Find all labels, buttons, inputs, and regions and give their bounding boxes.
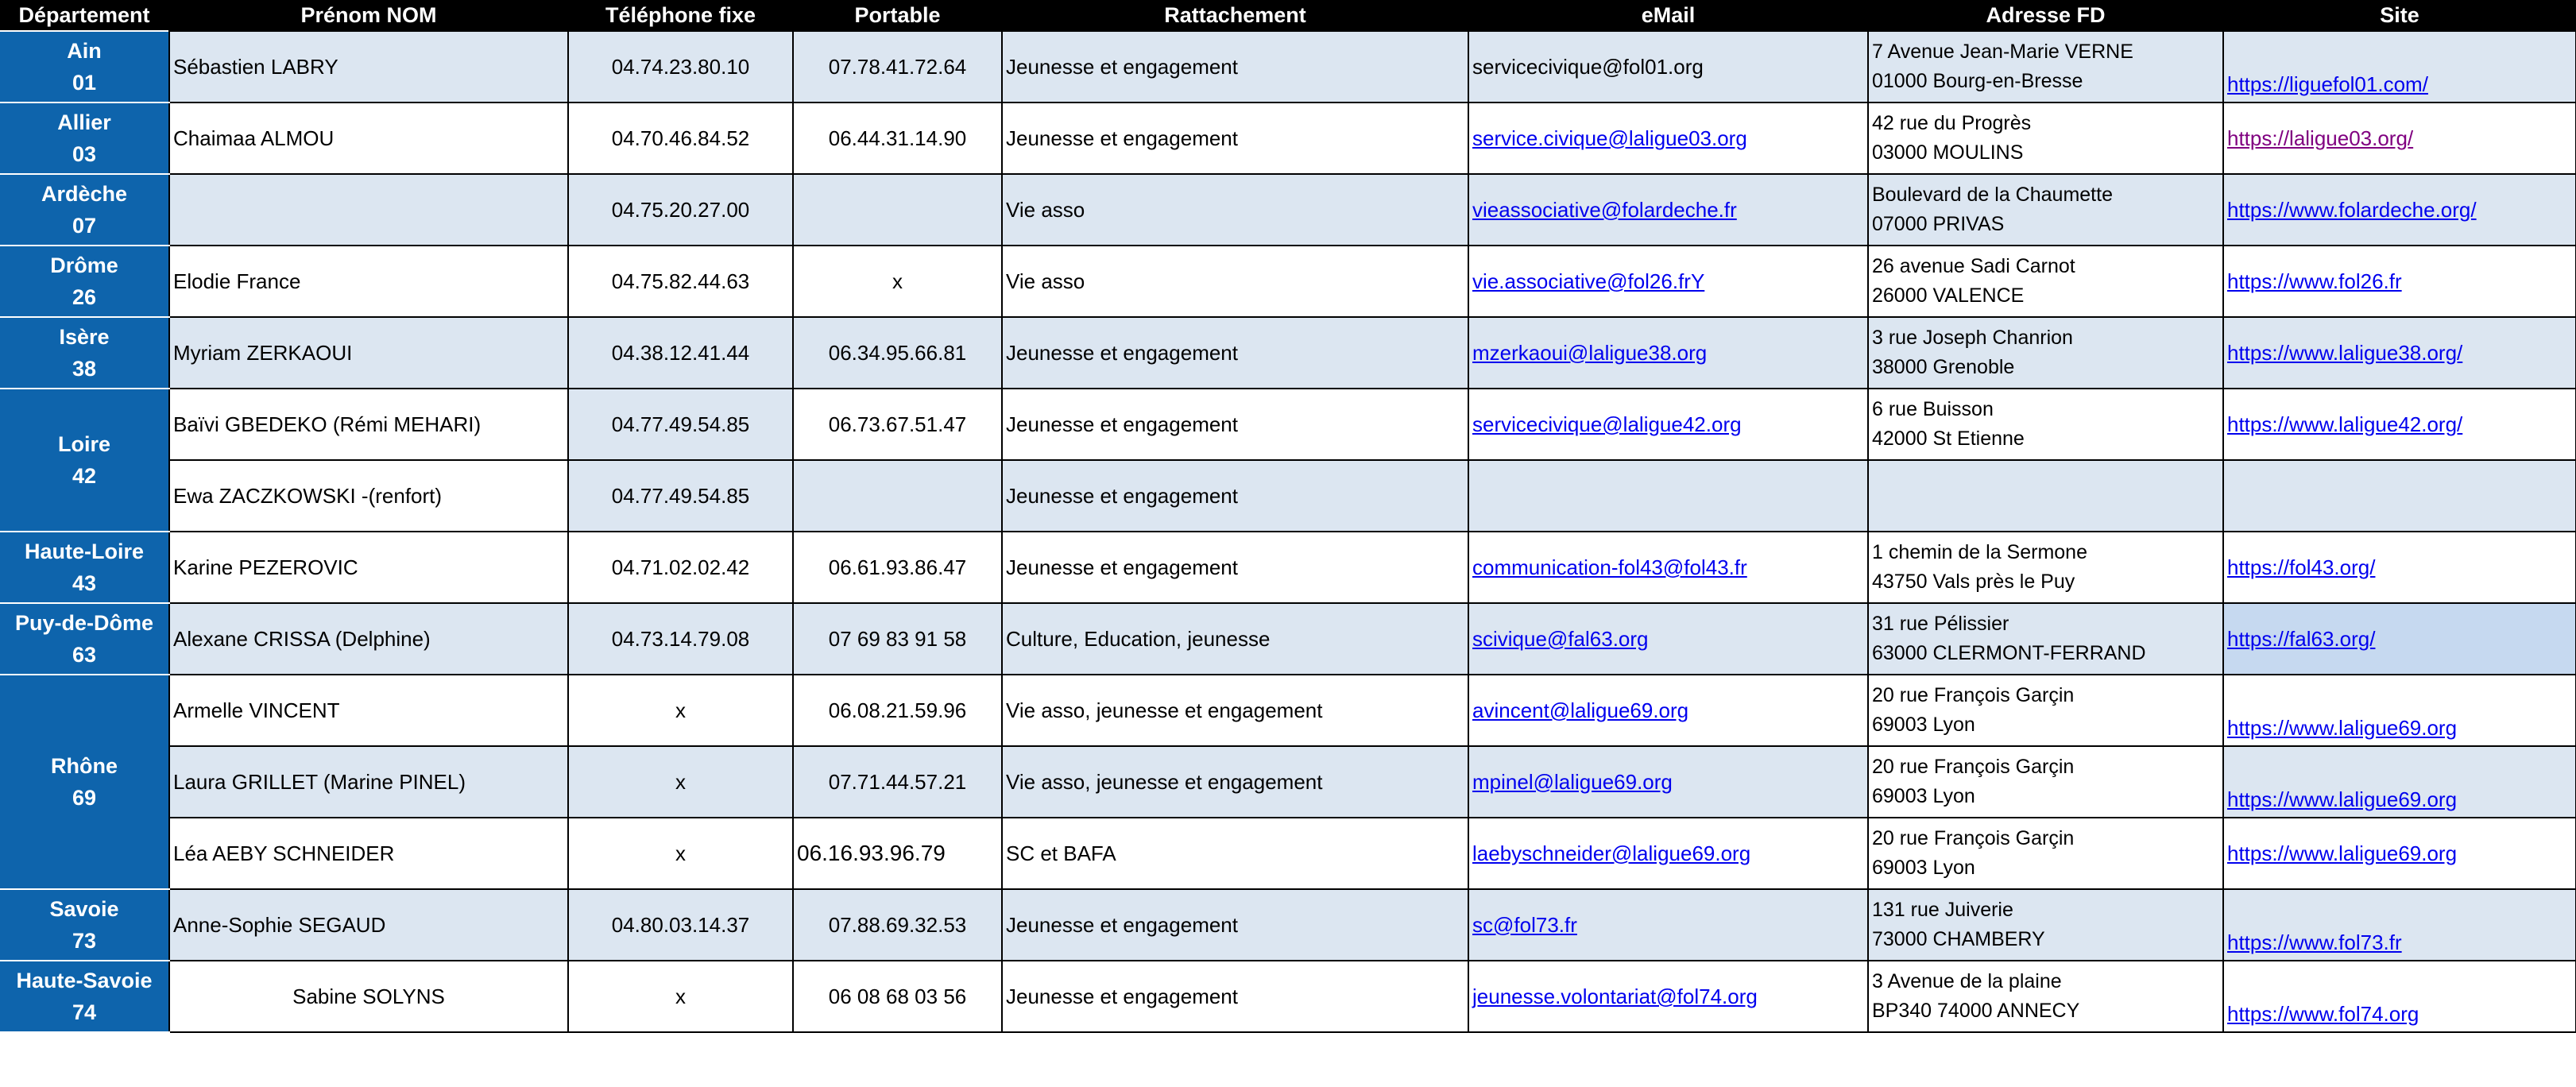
address-cell <box>1868 103 2223 174</box>
dept-code: 69 <box>72 786 97 810</box>
fixe-cell: 04.75.82.44.63 <box>568 246 793 317</box>
fixe-cell: 04.71.02.02.42 <box>568 532 793 603</box>
site-link[interactable]: https://www.laligue42.org/ <box>2227 412 2463 436</box>
email-cell <box>1468 246 1868 317</box>
email-cell <box>1468 675 1868 746</box>
site-cell <box>2223 317 2576 389</box>
table-row <box>0 746 2576 818</box>
site-link[interactable]: https://www.laligue69.org <box>2227 716 2458 740</box>
address-cell <box>1868 675 2223 746</box>
portable-cell: 07.88.69.32.53 <box>793 889 1002 961</box>
fixe-cell: x <box>568 746 793 818</box>
site-link[interactable]: https://www.fol26.fr <box>2227 269 2402 293</box>
email-link[interactable]: vie.associative@fol26.frY <box>1472 269 1705 293</box>
name-cell: Sabine SOLYNS <box>169 961 568 1032</box>
dept-name: Allier <box>57 110 111 134</box>
rattachement-cell: Jeunesse et engagement <box>1002 889 1468 961</box>
table-row <box>0 460 2576 532</box>
table-row <box>0 103 2576 174</box>
rattachement-cell: Vie asso <box>1002 174 1468 246</box>
dept-name: Drôme <box>50 253 118 277</box>
email-cell: servicecivique@fol01.org <box>1468 31 1868 103</box>
email-link[interactable]: mpinel@laligue69.org <box>1472 769 1673 794</box>
address-line: 3 rue Joseph Chanrion <box>1872 327 2073 349</box>
rattachement-cell: Vie asso, jeunesse et engagement <box>1002 675 1468 746</box>
table-row <box>0 174 2576 246</box>
dept-name: Haute-Loire <box>24 540 145 563</box>
site-link[interactable]: https://www.fol73.fr <box>2227 930 2402 954</box>
dept-cell-drome <box>0 246 169 317</box>
address-cell <box>1868 174 2223 246</box>
email-cell <box>1468 532 1868 603</box>
table-row <box>0 389 2576 460</box>
email-cell <box>1468 460 1868 532</box>
dept-name: Ardèche <box>41 182 128 206</box>
address-line: 26000 VALENCE <box>1872 284 2025 307</box>
address-line: BP340 74000 ANNECY <box>1872 1000 2080 1022</box>
table-row <box>0 603 2576 675</box>
address-line: 01000 Bourg-en-Bresse <box>1872 70 2083 92</box>
address-line: 20 rue François Garçin <box>1872 827 2075 849</box>
email-cell <box>1468 889 1868 961</box>
name-cell: Chaimaa ALMOU <box>169 103 568 174</box>
dept-cell-ardeche <box>0 174 169 246</box>
fixe-cell: x <box>568 818 793 889</box>
dept-code: 26 <box>72 285 97 309</box>
table-row <box>0 246 2576 317</box>
site-cell <box>2223 532 2576 603</box>
dept-code: 03 <box>72 142 97 166</box>
dept-code: 38 <box>72 357 97 381</box>
address-line: 26 avenue Sadi Carnot <box>1872 255 2075 277</box>
email-cell <box>1468 317 1868 389</box>
name-cell: Myriam ZERKAOUI <box>169 317 568 389</box>
fixe-cell: x <box>568 961 793 1032</box>
email-cell <box>1468 961 1868 1032</box>
dept-code: 42 <box>72 464 97 488</box>
site-link[interactable]: https://www.fol74.org <box>2227 1002 2419 1026</box>
name-cell: Elodie France <box>169 246 568 317</box>
name-cell: Sébastien LABRY <box>169 31 568 103</box>
address-line: 03000 MOULINS <box>1872 141 2024 164</box>
address-cell <box>1868 31 2223 103</box>
fixe-cell: 04.80.03.14.37 <box>568 889 793 961</box>
dept-cell-ain <box>0 31 169 103</box>
email-link[interactable]: service.civique@laligue03.org <box>1472 126 1747 150</box>
address-line: 07000 PRIVAS <box>1872 213 2005 235</box>
email-link[interactable]: sc@fol73.fr <box>1472 912 1577 937</box>
name-cell: Laura GRILLET (Marine PINEL) <box>169 746 568 818</box>
rattachement-cell: Jeunesse et engagement <box>1002 31 1468 103</box>
table-row <box>0 317 2576 389</box>
dept-name: Haute-Savoie <box>16 969 153 992</box>
site-cell <box>2223 389 2576 460</box>
header-telephone-fixe: Téléphone fixe <box>568 0 793 31</box>
rattachement-cell: Jeunesse et engagement <box>1002 460 1468 532</box>
email-cell <box>1468 603 1868 675</box>
portable-cell <box>793 174 1002 246</box>
address-line: 69003 Lyon <box>1872 714 1975 736</box>
portable-cell: 06.16.93.96.79 <box>793 818 1002 889</box>
fixe-cell: x <box>568 675 793 746</box>
address-line: 131 rue Juiverie <box>1872 899 2013 921</box>
site-link[interactable]: https://fal63.org/ <box>2227 626 2376 651</box>
dept-name: Rhône <box>51 754 118 778</box>
fixe-cell: 04.38.12.41.44 <box>568 317 793 389</box>
email-link[interactable]: jeunesse.volontariat@fol74.org <box>1472 984 1758 1008</box>
address-cell <box>1868 460 2223 532</box>
portable-cell: 07 69 83 91 58 <box>793 603 1002 675</box>
fixe-cell: 04.74.23.80.10 <box>568 31 793 103</box>
site-link[interactable]: https://www.laligue38.org/ <box>2227 340 2463 365</box>
table-row <box>0 889 2576 961</box>
email-link[interactable]: laebyschneider@laligue69.org <box>1472 841 1751 865</box>
name-cell: Ewa ZACZKOWSKI -(renfort) <box>169 460 568 532</box>
fixe-cell: 04.73.14.79.08 <box>568 603 793 675</box>
address-cell <box>1868 818 2223 889</box>
site-link[interactable]: https://fol43.org/ <box>2227 555 2376 579</box>
rattachement-cell: Jeunesse et engagement <box>1002 389 1468 460</box>
dept-cell-isere <box>0 317 169 389</box>
portable-cell: 06.34.95.66.81 <box>793 317 1002 389</box>
name-cell: Anne-Sophie SEGAUD <box>169 889 568 961</box>
table-row <box>0 532 2576 603</box>
address-line: 1 chemin de la Sermone <box>1872 541 2087 563</box>
email-cell <box>1468 174 1868 246</box>
email-link[interactable]: servicecivique@laligue42.org <box>1472 412 1742 436</box>
dept-cell-puy-de-dome <box>0 603 169 675</box>
site-link[interactable]: https://laligue03.org/ <box>2227 126 2414 150</box>
portable-cell: 06.08.21.59.96 <box>793 675 1002 746</box>
fixe-cell: 04.75.20.27.00 <box>568 174 793 246</box>
dept-code: 73 <box>72 929 97 953</box>
portable-cell: x <box>793 246 1002 317</box>
site-cell <box>2223 460 2576 532</box>
rattachement-cell: Jeunesse et engagement <box>1002 532 1468 603</box>
dept-code: 07 <box>72 214 97 238</box>
name-cell: Karine PEZEROVIC <box>169 532 568 603</box>
dept-name: Isère <box>59 325 110 349</box>
site-cell <box>2223 746 2576 818</box>
email-cell <box>1468 103 1868 174</box>
header-adresse-fd: Adresse FD <box>1868 0 2223 31</box>
dept-cell-rhone <box>0 675 169 889</box>
table-row <box>0 818 2576 889</box>
site-cell <box>2223 961 2576 1032</box>
header-departement: Département <box>0 0 169 31</box>
address-cell <box>1868 603 2223 675</box>
table-row <box>0 961 2576 1032</box>
address-line: 6 rue Buisson <box>1872 398 1994 420</box>
address-line: 43750 Vals près le Puy <box>1872 571 2075 593</box>
address-cell <box>1868 746 2223 818</box>
header-rattachement: Rattachement <box>1002 0 1468 31</box>
site-cell <box>2223 31 2576 103</box>
address-line: 20 rue François Garçin <box>1872 684 2075 706</box>
email-link[interactable]: scivique@fal63.org <box>1472 626 1649 651</box>
header-site: Site <box>2223 0 2576 31</box>
portable-cell: 06.73.67.51.47 <box>793 389 1002 460</box>
name-cell: Baïvi GBEDEKO (Rémi MEHARI) <box>169 389 568 460</box>
name-cell: Alexane CRISSA (Delphine) <box>169 603 568 675</box>
dept-name: Savoie <box>49 897 119 921</box>
portable-cell: 06 08 68 03 56 <box>793 961 1002 1032</box>
address-line: 20 rue François Garçin <box>1872 756 2075 778</box>
address-cell <box>1868 246 2223 317</box>
dept-code: 01 <box>72 71 97 95</box>
dept-name: Loire <box>57 432 110 456</box>
dept-code: 43 <box>72 571 97 595</box>
rattachement-cell: Jeunesse et engagement <box>1002 103 1468 174</box>
header-portable: Portable <box>793 0 1002 31</box>
dept-cell-savoie <box>0 889 169 961</box>
address-cell <box>1868 532 2223 603</box>
address-line: 73000 CHAMBERY <box>1872 928 2045 950</box>
dept-name: Ain <box>67 39 102 63</box>
address-line: 42000 St Etienne <box>1872 427 2025 450</box>
site-cell <box>2223 603 2576 675</box>
fixe-cell: 04.77.49.54.85 <box>568 389 793 460</box>
dept-code: 63 <box>72 643 97 667</box>
site-cell <box>2223 246 2576 317</box>
address-cell <box>1868 317 2223 389</box>
table-row <box>0 675 2576 746</box>
table-row <box>0 31 2576 103</box>
email-cell <box>1468 746 1868 818</box>
rattachement-cell: Vie asso, jeunesse et engagement <box>1002 746 1468 818</box>
portable-cell: 06.61.93.86.47 <box>793 532 1002 603</box>
site-link[interactable]: https://www.laligue69.org <box>2227 841 2458 865</box>
rattachement-cell: Jeunesse et engagement <box>1002 317 1468 389</box>
name-cell: Armelle VINCENT <box>169 675 568 746</box>
email-cell <box>1468 818 1868 889</box>
rattachement-cell: SC et BAFA <box>1002 818 1468 889</box>
site-cell <box>2223 174 2576 246</box>
site-cell <box>2223 818 2576 889</box>
email-link[interactable]: vieassociative@folardeche.fr <box>1472 197 1737 222</box>
address-line: Boulevard de la Chaumette <box>1872 184 2113 206</box>
email-link[interactable]: communication-fol43@fol43.fr <box>1472 555 1747 579</box>
address-cell <box>1868 389 2223 460</box>
dept-cell-haute-savoie <box>0 961 169 1032</box>
address-line: 38000 Grenoble <box>1872 356 2015 378</box>
name-cell <box>169 174 568 246</box>
email-cell <box>1468 389 1868 460</box>
email-link[interactable]: mzerkaoui@laligue38.org <box>1472 340 1708 365</box>
address-line: 3 Avenue de la plaine <box>1872 970 2062 992</box>
dept-cell-allier <box>0 103 169 174</box>
portable-cell: 07.71.44.57.21 <box>793 746 1002 818</box>
site-cell <box>2223 103 2576 174</box>
address-line: 31 rue Pélissier <box>1872 613 2009 635</box>
fixe-cell: 04.70.46.84.52 <box>568 103 793 174</box>
header-email: eMail <box>1468 0 1868 31</box>
site-cell <box>2223 889 2576 961</box>
name-cell: Léa AEBY SCHNEIDER <box>169 818 568 889</box>
rattachement-cell: Culture, Education, jeunesse <box>1002 603 1468 675</box>
header-prenom-nom: Prénom NOM <box>169 0 568 31</box>
dept-name: Puy-de-Dôme <box>14 611 154 635</box>
portable-cell <box>793 460 1002 532</box>
fixe-cell: 04.77.49.54.85 <box>568 460 793 532</box>
address-cell <box>1868 889 2223 961</box>
address-line: 63000 CLERMONT-FERRAND <box>1872 642 2146 664</box>
address-line: 69003 Lyon <box>1872 857 1975 879</box>
rattachement-cell: Vie asso <box>1002 246 1468 317</box>
email-link[interactable]: avincent@laligue69.org <box>1472 698 1689 722</box>
address-line: 7 Avenue Jean-Marie VERNE <box>1872 41 2133 63</box>
address-line: 69003 Lyon <box>1872 785 1975 807</box>
site-link[interactable]: https://www.laligue69.org <box>2227 787 2458 811</box>
site-link[interactable]: https://liguefol01.com/ <box>2227 72 2428 96</box>
header-row <box>0 0 2576 31</box>
dept-cell-loire <box>0 389 169 532</box>
address-cell <box>1868 961 2223 1032</box>
portable-cell: 06.44.31.14.90 <box>793 103 1002 174</box>
portable-cell: 07.78.41.72.64 <box>793 31 1002 103</box>
rattachement-cell: Jeunesse et engagement <box>1002 961 1468 1032</box>
site-cell <box>2223 675 2576 746</box>
dept-code: 74 <box>72 1000 97 1024</box>
address-line: 42 rue du Progrès <box>1872 112 2032 134</box>
dept-cell-haute-loire <box>0 532 169 603</box>
site-link[interactable]: https://www.folardeche.org/ <box>2227 197 2477 222</box>
